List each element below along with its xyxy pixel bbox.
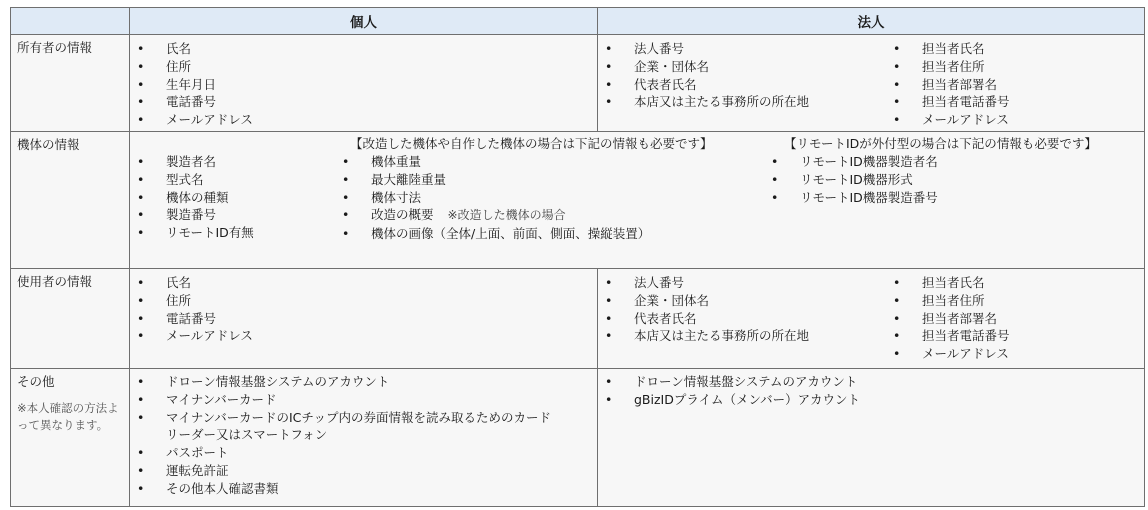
list-item: • ドローン情報基盤システムのアカウント: [130, 373, 597, 391]
list-item: • 本店又は主たる事務所の所在地: [598, 93, 809, 111]
list-item: • メールアドレス: [886, 345, 1010, 363]
row-label-other: [11, 369, 130, 507]
owner-label: 所有者の情報: [17, 40, 93, 55]
list-item: • 代表者氏名: [598, 310, 809, 328]
list-item: • 機体の種類: [130, 189, 254, 207]
list-item: • 法人番号: [598, 274, 809, 292]
list-item: • マイナンバーカードのICチップ内の券面情報を読み取るためのカードリーダー又はスマートフォン: [130, 409, 556, 445]
list-item: • 担当者電話番号: [886, 93, 1010, 111]
owner-corporate-cell: [598, 35, 1145, 132]
row-label-aircraft: [11, 132, 130, 269]
list-item: • メールアドレス: [886, 111, 1010, 129]
list-item: • 本店又は主たる事務所の所在地: [598, 327, 809, 345]
requirements-table: [10, 7, 1145, 507]
user-corporate-left-list: [598, 274, 809, 345]
other-corporate-cell: [598, 369, 1145, 507]
list-item: • 電話番号: [130, 93, 597, 111]
list-item: • パスポート: [130, 444, 597, 462]
list-item: • 電話番号: [130, 310, 597, 328]
user-corporate-right-list: [886, 274, 1010, 363]
identity-verification-note: ※本人確認の方法よって異なります。: [17, 401, 119, 432]
list-item: • 住所: [130, 58, 597, 76]
list-item: • 型式名: [130, 171, 254, 189]
row-label-user: [11, 269, 130, 369]
list-item: • メールアドレス: [130, 111, 597, 129]
list-item: • 運転免許証: [130, 462, 597, 480]
owner-individual-list: [130, 40, 597, 129]
list-item: • 担当者氏名: [886, 274, 1010, 292]
owner-corporate-left-list: [598, 40, 809, 111]
aircraft-cell: [130, 132, 1145, 269]
list-item: • 企業・団体名: [598, 292, 809, 310]
other-individual-cell: [130, 369, 598, 507]
list-item: • 担当者住所: [886, 58, 1010, 76]
list-item: • リモートID有無: [130, 224, 254, 242]
list-item: • 法人番号: [598, 40, 809, 58]
list-item: • 住所: [130, 292, 597, 310]
list-item: • 製造者名: [130, 153, 254, 171]
list-item: • 機体重量: [335, 153, 650, 171]
list-item: • 担当者電話番号: [886, 327, 1010, 345]
list-item: • gBizIDプライム（メンバー）アカウント: [598, 391, 1144, 409]
row-label-owner: [11, 35, 130, 132]
user-individual-cell: [130, 269, 598, 369]
list-item: • 氏名: [130, 40, 597, 58]
header-corporate: 法人: [598, 8, 1145, 35]
aircraft-modified-list: [335, 153, 650, 243]
other-label: その他: [17, 374, 55, 389]
list-item: • 担当者部署名: [886, 76, 1010, 94]
list-item: • 最大離陸重量: [335, 171, 650, 189]
list-item: • 機体寸法: [335, 189, 650, 207]
aircraft-remoteid-list: [764, 153, 938, 206]
list-item: • 機体の画像（全体/上面、前面、側面、操縦装置）: [335, 225, 650, 243]
list-item: • 担当者住所: [886, 292, 1010, 310]
user-individual-list: [130, 274, 597, 345]
list-item: • 企業・団体名: [598, 58, 809, 76]
list-item: • リモートID機器形式: [764, 171, 938, 189]
list-item: • 生年月日: [130, 76, 597, 94]
list-item: • リモートID機器製造者名: [764, 153, 938, 171]
other-corporate-list: [598, 373, 1144, 409]
aircraft-label: 機体の情報: [17, 137, 80, 152]
list-item: • マイナンバーカード: [130, 391, 597, 409]
list-item: [335, 206, 650, 225]
header-individual: 個人: [130, 8, 598, 35]
list-item: • 代表者氏名: [598, 76, 809, 94]
header-corner: [11, 8, 130, 35]
aircraft-basic-list: [130, 153, 254, 242]
list-item: • 担当者氏名: [886, 40, 1010, 58]
owner-individual-cell: [130, 35, 598, 132]
user-corporate-cell: [598, 269, 1145, 369]
owner-corporate-right-list: [886, 40, 1010, 129]
remoteid-external-header: 【リモートIDが外付型の場合は下記の情報も必要です】: [784, 136, 1097, 151]
list-item: • リモートID機器製造番号: [764, 189, 938, 207]
other-individual-list: [130, 373, 597, 498]
list-item: • その他本人確認書類: [130, 480, 597, 498]
user-label: 使用者の情報: [17, 274, 93, 289]
list-item: • ドローン情報基盤システムのアカウント: [598, 373, 1144, 391]
modification-summary-label: 改造の概要: [371, 207, 434, 223]
list-item: • 氏名: [130, 274, 597, 292]
modified-aircraft-header: 【改造した機体や自作した機体の場合は下記の情報も必要です】: [350, 136, 713, 151]
list-item: • メールアドレス: [130, 327, 597, 345]
list-item: • 製造番号: [130, 206, 254, 224]
modified-note: ※改造した機体の場合: [447, 208, 566, 223]
list-item: • 担当者部署名: [886, 310, 1010, 328]
